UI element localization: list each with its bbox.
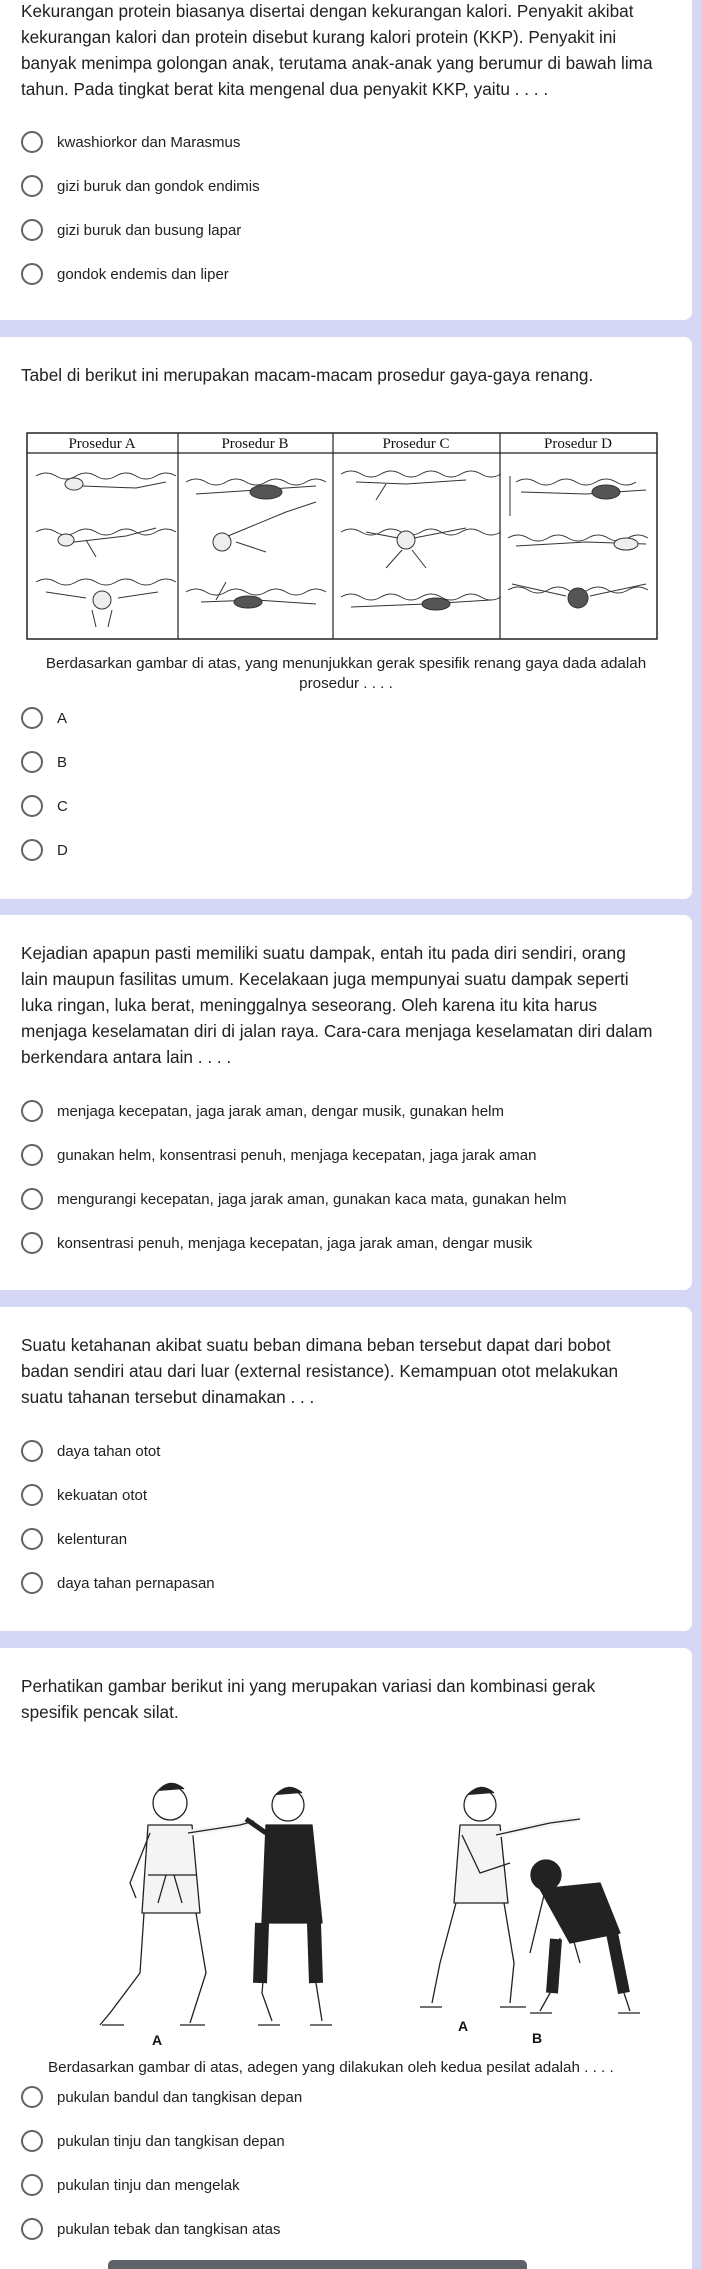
option-label: D bbox=[57, 841, 68, 859]
option-label: A bbox=[57, 709, 68, 727]
question-card-4 bbox=[0, 1307, 692, 1631]
option-label: kwashiorkor dan Marasmus bbox=[57, 133, 241, 151]
option-label: gizi buruk dan gondok endimis bbox=[57, 177, 260, 195]
question-line: Kejadian apapun pasti memiliki suatu dampak, entah itu pada diri sendiri, orang bbox=[21, 943, 626, 963]
option-label: B bbox=[57, 753, 68, 771]
radio-button[interactable] bbox=[21, 219, 43, 241]
answer-option[interactable] bbox=[21, 1183, 567, 1215]
question-card-2 bbox=[0, 337, 692, 899]
option-label: gizi buruk dan busung lapar bbox=[57, 221, 242, 239]
option-label: pukulan tinju dan tangkisan depan bbox=[57, 2132, 285, 2150]
radio-button[interactable] bbox=[21, 1484, 43, 1506]
table-header-a: Prosedur A bbox=[68, 436, 136, 452]
question-line: lain maupun fasilitas umum. Kecelakaan juga mempunyai suatu dampak seperti bbox=[21, 969, 629, 989]
figure-label-left-a: A bbox=[152, 2032, 163, 2048]
question-line: Perhatikan gambar berikut ini yang merupakan variasi dan kombinasi gerak bbox=[21, 1676, 596, 1696]
radio-button[interactable] bbox=[21, 1440, 43, 1462]
option-label: mengurangi kecepatan, jaga jarak aman, gunakan kaca mata, gunakan helm bbox=[57, 1190, 567, 1208]
question-line: badan sendiri atau dari luar (external resistance). Kemampuan otot melakukan bbox=[21, 1361, 619, 1381]
option-label: konsentrasi penuh, menjaga kecepatan, jaga jarak aman, dengar musik bbox=[57, 1234, 533, 1252]
radio-button[interactable] bbox=[21, 1528, 43, 1550]
radio-button[interactable] bbox=[21, 1100, 43, 1122]
option-label: C bbox=[57, 797, 68, 815]
pencak-silat-image bbox=[40, 1763, 660, 2053]
question-line: luka ringan, luka berat, meninggalnya seseorang. Oleh karena itu kita harus bbox=[21, 995, 598, 1015]
answer-option[interactable] bbox=[21, 1567, 215, 1599]
option-label: daya tahan otot bbox=[57, 1442, 161, 1460]
question-line: banyak menimpa golongan anak, terutama anak-anak yang berumur di bawah lima bbox=[21, 53, 653, 73]
radio-button[interactable] bbox=[21, 131, 43, 153]
option-label: gondok endemis dan liper bbox=[57, 265, 229, 283]
radio-button[interactable] bbox=[21, 1188, 43, 1210]
radio-button[interactable] bbox=[21, 1572, 43, 1594]
question-text bbox=[21, 362, 669, 388]
question-card-5 bbox=[0, 1648, 692, 2269]
radio-button[interactable] bbox=[21, 795, 43, 817]
horizontal-scrollbar[interactable] bbox=[108, 2260, 527, 2269]
question-line: berkendara antara lain . . . . bbox=[21, 1047, 232, 1067]
answer-option[interactable] bbox=[21, 258, 229, 290]
question-line: kekurangan kalori dan protein disebut kurang kalori protein (KKP). Penyakit ini bbox=[21, 27, 617, 47]
option-label: pukulan tebak dan tangkisan atas bbox=[57, 2220, 281, 2238]
caption-line: Berdasarkan gambar di atas, adegen yang dilakukan oleh kedua pesilat adalah . . . . bbox=[48, 2059, 614, 2076]
swimming-procedure-table-image bbox=[26, 432, 666, 642]
answer-option[interactable] bbox=[21, 1523, 127, 1555]
radio-button[interactable] bbox=[21, 263, 43, 285]
answer-option[interactable] bbox=[21, 746, 67, 778]
radio-button[interactable] bbox=[21, 839, 43, 861]
question-text bbox=[21, 0, 669, 102]
option-label: daya tahan pernapasan bbox=[57, 1574, 215, 1592]
answer-option[interactable] bbox=[21, 1139, 536, 1171]
answer-option[interactable] bbox=[21, 1435, 160, 1467]
question-text bbox=[21, 1332, 669, 1410]
option-label: kekuatan otot bbox=[57, 1486, 148, 1504]
answer-option[interactable] bbox=[21, 1095, 504, 1127]
answer-option[interactable] bbox=[21, 2213, 281, 2245]
question-line: spesifik pencak silat. bbox=[21, 1702, 179, 1722]
figure-label-right-a: A bbox=[458, 2018, 469, 2034]
answer-option[interactable] bbox=[21, 2125, 285, 2157]
answer-option[interactable] bbox=[21, 2081, 302, 2113]
caption-line: Berdasarkan gambar di atas, yang menunjukkan gerak spesifik renang gaya dada adalah bbox=[45, 655, 647, 672]
table-header-d: Prosedur D bbox=[544, 436, 612, 452]
radio-button[interactable] bbox=[21, 2218, 43, 2240]
radio-button[interactable] bbox=[21, 2130, 43, 2152]
table-header-c: Prosedur C bbox=[382, 436, 450, 452]
option-label: kelenturan bbox=[57, 1530, 128, 1548]
question-caption bbox=[0, 654, 692, 694]
question-text bbox=[21, 1673, 669, 1725]
radio-button[interactable] bbox=[21, 175, 43, 197]
answer-option[interactable] bbox=[21, 214, 241, 246]
answer-option[interactable] bbox=[21, 2169, 240, 2201]
question-line: Suatu ketahanan akibat suatu beban dimana beban tersebut dapat dari bobot bbox=[21, 1335, 611, 1355]
question-card-1 bbox=[0, 0, 692, 320]
radio-button[interactable] bbox=[21, 707, 43, 729]
question-line: menjaga keselamatan diri di jalan raya. Cara-cara menjaga keselamatan diri dalam bbox=[21, 1021, 653, 1041]
answer-option[interactable] bbox=[21, 834, 68, 866]
radio-button[interactable] bbox=[21, 2086, 43, 2108]
table-header-b: Prosedur B bbox=[221, 436, 289, 452]
question-card-3 bbox=[0, 915, 692, 1290]
figure-label-right-b: B bbox=[532, 2030, 543, 2046]
radio-button[interactable] bbox=[21, 751, 43, 773]
radio-button[interactable] bbox=[21, 2174, 43, 2196]
answer-option[interactable] bbox=[21, 702, 67, 734]
question-line: suatu tahanan tersebut dinamakan . . . bbox=[21, 1387, 315, 1407]
option-label: gunakan helm, konsentrasi penuh, menjaga kecepatan, jaga jarak aman bbox=[57, 1146, 537, 1164]
option-label: pukulan bandul dan tangkisan depan bbox=[57, 2088, 303, 2106]
answer-option[interactable] bbox=[21, 1227, 532, 1259]
option-label: menjaga kecepatan, jaga jarak aman, dengar musik, gunakan helm bbox=[57, 1102, 504, 1120]
answer-option[interactable] bbox=[21, 126, 240, 158]
question-line: tahun. Pada tingkat berat kita mengenal dua penyakit KKP, yaitu . . . . bbox=[21, 79, 549, 99]
radio-button[interactable] bbox=[21, 1144, 43, 1166]
question-caption bbox=[48, 2058, 688, 2078]
option-label: pukulan tinju dan mengelak bbox=[57, 2176, 240, 2194]
caption-line: prosedur . . . . bbox=[299, 675, 393, 692]
question-line: Kekurangan protein biasanya disertai dengan kekurangan kalori. Penyakit akibat bbox=[21, 1, 634, 21]
answer-option[interactable] bbox=[21, 170, 260, 202]
question-line: Tabel di berikut ini merupakan macam-macam prosedur gaya-gaya renang. bbox=[21, 365, 594, 385]
question-text bbox=[21, 940, 669, 1070]
answer-option[interactable] bbox=[21, 790, 68, 822]
answer-option[interactable] bbox=[21, 1479, 147, 1511]
radio-button[interactable] bbox=[21, 1232, 43, 1254]
